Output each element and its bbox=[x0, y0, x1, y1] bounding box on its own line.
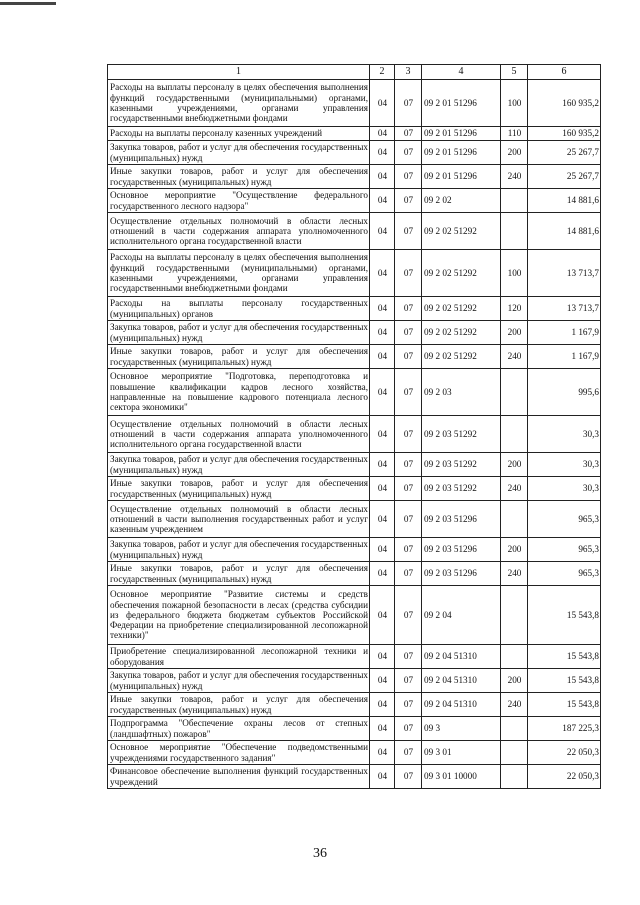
table-row bbox=[108, 80, 601, 127]
row-expense-type: 200 bbox=[501, 141, 528, 165]
header-cell-csr: 4 bbox=[422, 65, 501, 80]
table-row bbox=[108, 165, 601, 189]
row-target-article: 09 2 01 51296 bbox=[422, 80, 501, 127]
table-row bbox=[108, 538, 601, 562]
corner-mark bbox=[0, 2, 56, 5]
header-cell-name: 1 bbox=[108, 65, 370, 80]
table-row bbox=[108, 321, 601, 345]
row-razdel: 04 bbox=[370, 165, 395, 189]
row-podrazdel: 07 bbox=[395, 586, 422, 645]
row-amount: 22 050,3 bbox=[528, 765, 601, 789]
table-row bbox=[108, 345, 601, 369]
row-description: Расходы на выплаты персоналу государственных (муниципальных) органов bbox=[108, 297, 370, 321]
header-cell-vr: 5 bbox=[501, 65, 528, 80]
row-description: Основное мероприятие "Развитие системы и средств обеспечения пожарной безопасности в лесах (средства субсидии из федерального бюджета бюджетам субъектов Российской Федерации на приобретение специализированной лесопожарной техники)" bbox=[108, 586, 370, 645]
table-row bbox=[108, 717, 601, 741]
row-razdel: 04 bbox=[370, 538, 395, 562]
row-target-article: 09 2 01 51296 bbox=[422, 165, 501, 189]
row-podrazdel: 07 bbox=[395, 165, 422, 189]
row-description: Закупка товаров, работ и услуг для обеспечения государственных (муниципальных) нужд bbox=[108, 453, 370, 477]
header-cell-sum: 6 bbox=[528, 65, 601, 80]
row-amount: 965,3 bbox=[528, 562, 601, 586]
row-razdel: 04 bbox=[370, 297, 395, 321]
row-description: Подпрограмма "Обеспечение охраны лесов от степных (ландшафтных) пожаров" bbox=[108, 717, 370, 741]
row-razdel: 04 bbox=[370, 345, 395, 369]
row-target-article: 09 2 04 51310 bbox=[422, 645, 501, 669]
row-amount: 13 713,7 bbox=[528, 250, 601, 297]
row-expense-type: 200 bbox=[501, 669, 528, 693]
header-cell-pr: 3 bbox=[395, 65, 422, 80]
row-target-article: 09 3 bbox=[422, 717, 501, 741]
row-podrazdel: 07 bbox=[395, 345, 422, 369]
row-target-article: 09 2 04 51310 bbox=[422, 693, 501, 717]
row-podrazdel: 07 bbox=[395, 645, 422, 669]
row-razdel: 04 bbox=[370, 669, 395, 693]
row-target-article: 09 2 03 51292 bbox=[422, 477, 501, 501]
row-description: Закупка товаров, работ и услуг для обеспечения государственных (муниципальных) нужд bbox=[108, 141, 370, 165]
row-expense-type: 240 bbox=[501, 345, 528, 369]
table-row bbox=[108, 297, 601, 321]
row-razdel: 04 bbox=[370, 250, 395, 297]
row-expense-type: 100 bbox=[501, 80, 528, 127]
row-podrazdel: 07 bbox=[395, 127, 422, 141]
row-target-article: 09 2 03 bbox=[422, 369, 501, 416]
row-target-article: 09 2 03 51292 bbox=[422, 416, 501, 453]
row-expense-type: 200 bbox=[501, 538, 528, 562]
row-expense-type: 200 bbox=[501, 321, 528, 345]
row-expense-type: 240 bbox=[501, 477, 528, 501]
row-target-article: 09 2 03 51296 bbox=[422, 501, 501, 538]
row-description: Осуществление отдельных полномочий в области лесных отношений в части содержания аппарата уполномоченного исполнительного органа государственной власти bbox=[108, 416, 370, 453]
row-expense-type bbox=[501, 765, 528, 789]
row-description: Основное мероприятие "Подготовка, переподготовка и повышение квалификации кадров лесного хозяйства, направленные на повышение кадрового потенциала лесного сектора экономики" bbox=[108, 369, 370, 416]
row-expense-type: 100 bbox=[501, 250, 528, 297]
row-podrazdel: 07 bbox=[395, 562, 422, 586]
table-row bbox=[108, 369, 601, 416]
row-podrazdel: 07 bbox=[395, 80, 422, 127]
table-row bbox=[108, 213, 601, 250]
row-razdel: 04 bbox=[370, 80, 395, 127]
row-description: Закупка товаров, работ и услуг для обеспечения государственных (муниципальных) нужд bbox=[108, 538, 370, 562]
row-description: Основное мероприятие "Осуществление федерального государственного лесного надзора" bbox=[108, 189, 370, 213]
row-amount: 15 543,8 bbox=[528, 586, 601, 645]
row-description: Финансовое обеспечение выполнения функций государственных учреждений bbox=[108, 765, 370, 789]
row-podrazdel: 07 bbox=[395, 250, 422, 297]
row-razdel: 04 bbox=[370, 477, 395, 501]
row-razdel: 04 bbox=[370, 141, 395, 165]
row-expense-type bbox=[501, 586, 528, 645]
row-target-article: 09 2 01 51296 bbox=[422, 141, 501, 165]
row-podrazdel: 07 bbox=[395, 669, 422, 693]
table-row bbox=[108, 669, 601, 693]
table-row bbox=[108, 127, 601, 141]
row-amount: 25 267,7 bbox=[528, 165, 601, 189]
row-podrazdel: 07 bbox=[395, 477, 422, 501]
row-amount: 22 050,3 bbox=[528, 741, 601, 765]
row-amount: 1 167,9 bbox=[528, 321, 601, 345]
row-podrazdel: 07 bbox=[395, 501, 422, 538]
header-cell-rz: 2 bbox=[370, 65, 395, 80]
row-podrazdel: 07 bbox=[395, 189, 422, 213]
row-description: Закупка товаров, работ и услуг для обеспечения государственных (муниципальных) нужд bbox=[108, 669, 370, 693]
table-row bbox=[108, 562, 601, 586]
row-description: Иные закупки товаров, работ и услуг для обеспечения государственных (муниципальных) нужд bbox=[108, 477, 370, 501]
row-podrazdel: 07 bbox=[395, 141, 422, 165]
row-description: Иные закупки товаров, работ и услуг для обеспечения государственных (муниципальных) нужд bbox=[108, 345, 370, 369]
row-podrazdel: 07 bbox=[395, 741, 422, 765]
row-amount: 30,3 bbox=[528, 453, 601, 477]
row-description: Иные закупки товаров, работ и услуг для обеспечения государственных (муниципальных) нужд bbox=[108, 562, 370, 586]
row-amount: 160 935,2 bbox=[528, 127, 601, 141]
row-expense-type: 120 bbox=[501, 297, 528, 321]
row-podrazdel: 07 bbox=[395, 297, 422, 321]
row-expense-type bbox=[501, 189, 528, 213]
row-amount: 13 713,7 bbox=[528, 297, 601, 321]
table-row bbox=[108, 586, 601, 645]
row-podrazdel: 07 bbox=[395, 453, 422, 477]
row-podrazdel: 07 bbox=[395, 369, 422, 416]
row-amount: 15 543,8 bbox=[528, 645, 601, 669]
table-row bbox=[108, 416, 601, 453]
row-target-article: 09 2 04 bbox=[422, 586, 501, 645]
row-description: Закупка товаров, работ и услуг для обеспечения государственных (муниципальных) нужд bbox=[108, 321, 370, 345]
row-target-article: 09 2 02 bbox=[422, 189, 501, 213]
row-description: Осуществление отдельных полномочий в области лесных отношений в части выполнения государственных работ и услуг казенным учреждением bbox=[108, 501, 370, 538]
row-amount: 965,3 bbox=[528, 538, 601, 562]
row-amount: 965,3 bbox=[528, 501, 601, 538]
row-description: Расходы на выплаты персоналу в целях обеспечения выполнения функций государственными (муниципальными) органами, казенными учреждениями, органами управления государственными внебюджетными фондами bbox=[108, 80, 370, 127]
row-razdel: 04 bbox=[370, 765, 395, 789]
table-row bbox=[108, 477, 601, 501]
row-amount: 25 267,7 bbox=[528, 141, 601, 165]
row-expense-type: 110 bbox=[501, 127, 528, 141]
row-description: Осуществление отдельных полномочий в области лесных отношений в части содержания аппарата уполномоченного исполнительного органа государственной власти bbox=[108, 213, 370, 250]
row-podrazdel: 07 bbox=[395, 321, 422, 345]
row-amount: 14 881,6 bbox=[528, 189, 601, 213]
row-target-article: 09 2 03 51296 bbox=[422, 538, 501, 562]
row-razdel: 04 bbox=[370, 369, 395, 416]
table-row bbox=[108, 693, 601, 717]
row-amount: 160 935,2 bbox=[528, 80, 601, 127]
row-expense-type: 200 bbox=[501, 453, 528, 477]
table-row bbox=[108, 765, 601, 789]
row-amount: 1 167,9 bbox=[528, 345, 601, 369]
row-expense-type bbox=[501, 369, 528, 416]
row-amount: 995,6 bbox=[528, 369, 601, 416]
header-row bbox=[108, 65, 601, 80]
row-target-article: 09 2 03 51296 bbox=[422, 562, 501, 586]
row-description: Иные закупки товаров, работ и услуг для обеспечения государственных (муниципальных) нужд bbox=[108, 165, 370, 189]
row-amount: 30,3 bbox=[528, 477, 601, 501]
table-row bbox=[108, 645, 601, 669]
row-target-article: 09 2 02 51292 bbox=[422, 213, 501, 250]
row-amount: 14 881,6 bbox=[528, 213, 601, 250]
row-target-article: 09 2 02 51292 bbox=[422, 345, 501, 369]
row-target-article: 09 2 02 51292 bbox=[422, 297, 501, 321]
row-razdel: 04 bbox=[370, 562, 395, 586]
row-razdel: 04 bbox=[370, 586, 395, 645]
row-razdel: 04 bbox=[370, 717, 395, 741]
row-podrazdel: 07 bbox=[395, 765, 422, 789]
table-row bbox=[108, 453, 601, 477]
page-number: 36 bbox=[313, 846, 327, 861]
row-target-article: 09 2 02 51292 bbox=[422, 250, 501, 297]
budget-table bbox=[107, 64, 601, 789]
row-podrazdel: 07 bbox=[395, 538, 422, 562]
row-expense-type bbox=[501, 717, 528, 741]
row-expense-type bbox=[501, 501, 528, 538]
row-razdel: 04 bbox=[370, 453, 395, 477]
row-target-article: 09 2 04 51310 bbox=[422, 669, 501, 693]
row-amount: 187 225,3 bbox=[528, 717, 601, 741]
row-expense-type bbox=[501, 213, 528, 250]
row-podrazdel: 07 bbox=[395, 693, 422, 717]
row-expense-type bbox=[501, 741, 528, 765]
row-razdel: 04 bbox=[370, 127, 395, 141]
row-razdel: 04 bbox=[370, 645, 395, 669]
row-description: Основное мероприятие "Обеспечение подведомственными учреждениями государственного задания" bbox=[108, 741, 370, 765]
row-expense-type bbox=[501, 645, 528, 669]
row-description: Расходы на выплаты персоналу казенных учреждений bbox=[108, 127, 370, 141]
table-row bbox=[108, 250, 601, 297]
table-row bbox=[108, 501, 601, 538]
row-expense-type bbox=[501, 416, 528, 453]
row-expense-type: 240 bbox=[501, 165, 528, 189]
row-razdel: 04 bbox=[370, 213, 395, 250]
row-razdel: 04 bbox=[370, 693, 395, 717]
row-razdel: 04 bbox=[370, 416, 395, 453]
row-razdel: 04 bbox=[370, 501, 395, 538]
row-amount: 15 543,8 bbox=[528, 669, 601, 693]
row-target-article: 09 2 03 51292 bbox=[422, 453, 501, 477]
row-expense-type: 240 bbox=[501, 562, 528, 586]
row-target-article: 09 3 01 10000 bbox=[422, 765, 501, 789]
row-description: Приобретение специализированной лесопожарной техники и оборудования bbox=[108, 645, 370, 669]
row-razdel: 04 bbox=[370, 321, 395, 345]
row-target-article: 09 2 01 51296 bbox=[422, 127, 501, 141]
table-row bbox=[108, 189, 601, 213]
row-podrazdel: 07 bbox=[395, 717, 422, 741]
table-row bbox=[108, 741, 601, 765]
row-podrazdel: 07 bbox=[395, 416, 422, 453]
row-target-article: 09 2 02 51292 bbox=[422, 321, 501, 345]
table-row bbox=[108, 141, 601, 165]
row-amount: 15 543,8 bbox=[528, 693, 601, 717]
row-podrazdel: 07 bbox=[395, 213, 422, 250]
row-description: Расходы на выплаты персоналу в целях обеспечения выполнения функций государственными (муниципальными) органами, казенными учреждениями, органами управления государственными внебюджетными фондами bbox=[108, 250, 370, 297]
row-razdel: 04 bbox=[370, 189, 395, 213]
row-razdel: 04 bbox=[370, 741, 395, 765]
row-description: Иные закупки товаров, работ и услуг для обеспечения государственных (муниципальных) нужд bbox=[108, 693, 370, 717]
row-amount: 30,3 bbox=[528, 416, 601, 453]
row-expense-type: 240 bbox=[501, 693, 528, 717]
row-target-article: 09 3 01 bbox=[422, 741, 501, 765]
